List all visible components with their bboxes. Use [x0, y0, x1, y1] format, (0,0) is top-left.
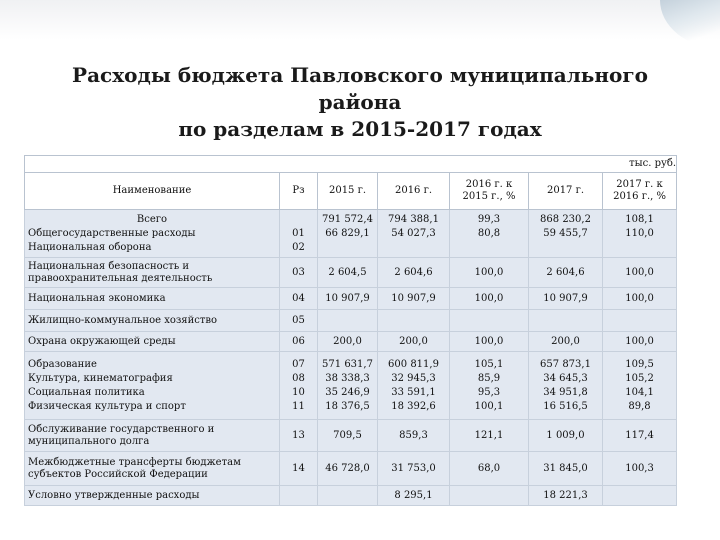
row-pct-2017: [603, 288, 677, 310]
header-2015: 2015 г.: [318, 173, 378, 210]
cell-line: Социальная политика: [28, 386, 145, 398]
cell-value: 100,0: [625, 266, 654, 278]
cell-line: [606, 241, 673, 255]
cell-line: 32 945,3: [391, 372, 436, 384]
cell-value: 117,4: [625, 429, 654, 441]
cell-line: 109,5: [625, 358, 654, 370]
row-2016: [378, 452, 450, 486]
cell-line: [321, 241, 374, 255]
cell-line: [283, 213, 314, 227]
cell-value: 14: [292, 462, 305, 474]
cell-value: 200,0: [399, 335, 428, 347]
table-row: [25, 420, 677, 452]
cell-line: 33 591,1: [391, 386, 436, 398]
row-2015: [318, 288, 378, 310]
row-2017: [529, 310, 603, 332]
cell-value: 46 728,0: [325, 462, 370, 474]
row-pct-2017: [603, 452, 677, 486]
row-name: [25, 420, 280, 452]
cell-line: 18 392,6: [391, 400, 436, 412]
cell-line: 105,2: [625, 372, 654, 384]
cell-stack: [28, 358, 276, 414]
cell-value: 03: [292, 266, 305, 278]
row-2017: [529, 332, 603, 352]
cell-value: 68,0: [477, 462, 501, 474]
row-pct-2017: [603, 352, 677, 420]
cell-stack: [321, 213, 374, 255]
cell-line: [381, 241, 446, 255]
title-line-3: по разделам в 2015-2017 годах: [178, 117, 542, 141]
row-2015: [318, 486, 378, 506]
cell-value: Национальная безопасность и правоохранительная деятельность: [28, 260, 213, 284]
cell-line: 95,3: [477, 386, 501, 398]
cell-value: 31 753,0: [391, 462, 436, 474]
row-pct-2017: [603, 310, 677, 332]
cell-line: 600 811,9: [388, 358, 439, 370]
cell-line: Культура, кинематография: [28, 372, 173, 384]
cell-value: Межбюджетные трансферты бюджетам субъектов Российской Федерации: [28, 456, 241, 480]
cell-value: 100,3: [625, 462, 654, 474]
cell-value: 100,0: [474, 266, 504, 278]
cell-line: 110,0: [625, 227, 654, 239]
cell-value: 05: [292, 314, 305, 326]
cell-stack: [28, 213, 276, 255]
cell-value: 121,1: [474, 429, 504, 441]
row-rz: [280, 258, 318, 288]
cell-value: Условно утвержденные расходы: [28, 489, 200, 501]
row-rz: [280, 452, 318, 486]
cell-line: 80,8: [477, 227, 501, 239]
cell-stack: [606, 213, 673, 255]
cell-value: 2 604,6: [394, 266, 433, 278]
table-row: [25, 332, 677, 352]
row-rz: [280, 210, 318, 258]
corner-decoration: [660, 0, 720, 48]
table-row: [25, 258, 677, 288]
row-pct-2016: [450, 332, 529, 352]
cell-line: 08: [292, 372, 305, 384]
cell-line: 18 376,5: [325, 400, 370, 412]
cell-value: 18 221,3: [543, 489, 588, 501]
cell-value: 100,0: [474, 335, 504, 347]
row-pct-2016: [450, 210, 529, 258]
row-rz: [280, 420, 318, 452]
cell-value: 2 604,6: [546, 266, 585, 278]
table-row: [25, 452, 677, 486]
cell-value: Жилищно-коммунальное хозяйство: [28, 314, 218, 326]
row-rz: [280, 288, 318, 310]
cell-stack: [532, 213, 599, 255]
cell-value: 8 295,1: [394, 489, 433, 501]
row-2017: [529, 486, 603, 506]
row-2016: [378, 352, 450, 420]
unit-row: [25, 156, 677, 173]
row-2016: [378, 258, 450, 288]
header-pct-2016: 2016 г. к 2015 г., %: [450, 173, 529, 210]
row-name: [25, 288, 280, 310]
cell-line: 100,1: [474, 400, 504, 412]
cell-line: 10: [292, 386, 305, 398]
cell-line: 38 338,3: [325, 372, 370, 384]
cell-value: Охрана окружающей среды: [28, 335, 176, 347]
cell-value: 200,0: [551, 335, 580, 347]
cell-line: 01: [292, 227, 305, 239]
cell-line: 34 951,8: [543, 386, 588, 398]
row-rz: [280, 310, 318, 332]
cell-line: 791 572,4: [322, 213, 373, 225]
row-2015: [318, 452, 378, 486]
cell-stack: [606, 358, 673, 414]
title-line-1: Расходы бюджета Павловского муниципального: [72, 63, 648, 87]
row-2017: [529, 420, 603, 452]
cell-line: Национальная оборона: [28, 241, 152, 253]
cell-line: Физическая культура и спорт: [28, 400, 186, 412]
row-name: [25, 486, 280, 506]
cell-line: 11: [292, 400, 305, 412]
row-2015: [318, 310, 378, 332]
row-2016: [378, 288, 450, 310]
cell-line: 868 230,2: [540, 213, 591, 225]
cell-value: 10 907,9: [325, 292, 370, 304]
cell-line: 85,9: [477, 372, 501, 384]
cell-line: Всего: [136, 213, 168, 225]
cell-value: Национальная экономика: [28, 292, 166, 304]
row-pct-2016: [450, 420, 529, 452]
row-2017: [529, 258, 603, 288]
cell-line: 02: [292, 241, 305, 253]
table-row: [25, 310, 677, 332]
row-2016: [378, 486, 450, 506]
cell-value: 31 845,0: [543, 462, 588, 474]
row-pct-2016: [450, 486, 529, 506]
cell-line: 35 246,9: [325, 386, 370, 398]
cell-value: 100,0: [625, 335, 654, 347]
row-pct-2016: [450, 310, 529, 332]
cell-line: Образование: [28, 358, 97, 370]
cell-stack: [532, 358, 599, 414]
row-rz: [280, 486, 318, 506]
row-name: [25, 452, 280, 486]
table-row: [25, 352, 677, 420]
header-row: [25, 173, 677, 210]
cell-value: 13: [292, 429, 305, 441]
row-name: [25, 258, 280, 288]
row-pct-2017: [603, 332, 677, 352]
cell-stack: [283, 213, 314, 255]
row-name: [25, 210, 280, 258]
row-2017: [529, 452, 603, 486]
cell-line: 794 388,1: [388, 213, 439, 225]
cell-line: 571 631,7: [322, 358, 373, 370]
header-rz: Рз: [280, 173, 318, 210]
row-pct-2016: [450, 452, 529, 486]
row-2016: [378, 332, 450, 352]
cell-line: 16 516,5: [543, 400, 588, 412]
row-2017: [529, 288, 603, 310]
cell-value: 100,0: [625, 292, 654, 304]
table-row: [25, 288, 677, 310]
row-2016: [378, 420, 450, 452]
cell-value: 709,5: [333, 429, 362, 441]
header-2017: 2017 г.: [529, 173, 603, 210]
row-pct-2017: [603, 420, 677, 452]
row-2017: [529, 210, 603, 258]
table-row: [25, 486, 677, 506]
row-name: [25, 310, 280, 332]
row-2015: [318, 420, 378, 452]
row-2015: [318, 258, 378, 288]
row-2015: [318, 210, 378, 258]
cell-line: 54 027,3: [391, 227, 436, 239]
row-rz: [280, 352, 318, 420]
cell-line: 59 455,7: [543, 227, 588, 239]
row-2016: [378, 310, 450, 332]
row-2015: [318, 352, 378, 420]
unit-label: тыс. руб.: [25, 156, 677, 173]
cell-value: Обслуживание государственного и муниципального долга: [28, 423, 215, 447]
cell-value: 1 009,0: [546, 429, 585, 441]
cell-line: 108,1: [625, 213, 654, 225]
row-name: [25, 332, 280, 352]
header-name: Наименование: [25, 173, 280, 210]
cell-line: 657 873,1: [540, 358, 591, 370]
cell-value: 2 604,5: [328, 266, 367, 278]
cell-line: 104,1: [625, 386, 654, 398]
title-line-2: района: [318, 90, 402, 114]
row-2016: [378, 210, 450, 258]
row-pct-2016: [450, 288, 529, 310]
cell-value: 04: [292, 292, 305, 304]
header-pct-2017: 2017 г. к 2016 г., %: [603, 173, 677, 210]
cell-line: 99,3: [477, 213, 501, 225]
row-2017: [529, 352, 603, 420]
cell-value: 10 907,9: [543, 292, 588, 304]
cell-line: 34 645,3: [543, 372, 588, 384]
cell-line: 89,8: [628, 400, 651, 412]
cell-stack: [381, 358, 446, 414]
cell-stack: [381, 213, 446, 255]
row-pct-2017: [603, 210, 677, 258]
slide-title: [20, 62, 700, 143]
cell-line: 66 829,1: [325, 227, 370, 239]
table-row: [25, 210, 677, 258]
cell-value: 100,0: [474, 292, 504, 304]
cell-line: Общегосударственные расходы: [28, 227, 196, 239]
row-rz: [280, 332, 318, 352]
cell-value: 200,0: [333, 335, 362, 347]
cell-value: 10 907,9: [391, 292, 436, 304]
cell-line: [453, 241, 525, 255]
budget-table: [24, 155, 677, 506]
row-name: [25, 352, 280, 420]
row-pct-2017: [603, 258, 677, 288]
cell-stack: [321, 358, 374, 414]
cell-value: 859,3: [399, 429, 428, 441]
row-pct-2016: [450, 352, 529, 420]
row-pct-2017: [603, 486, 677, 506]
row-pct-2016: [450, 258, 529, 288]
header-2016: 2016 г.: [378, 173, 450, 210]
budget-table-container: [24, 155, 676, 504]
cell-value: 06: [292, 335, 305, 347]
row-2015: [318, 332, 378, 352]
top-shadow: [0, 0, 720, 40]
cell-stack: [283, 358, 314, 414]
cell-line: 105,1: [474, 358, 504, 370]
cell-line: 07: [292, 358, 305, 370]
cell-stack: [453, 358, 525, 414]
cell-stack: [453, 213, 525, 255]
cell-line: [532, 241, 599, 255]
